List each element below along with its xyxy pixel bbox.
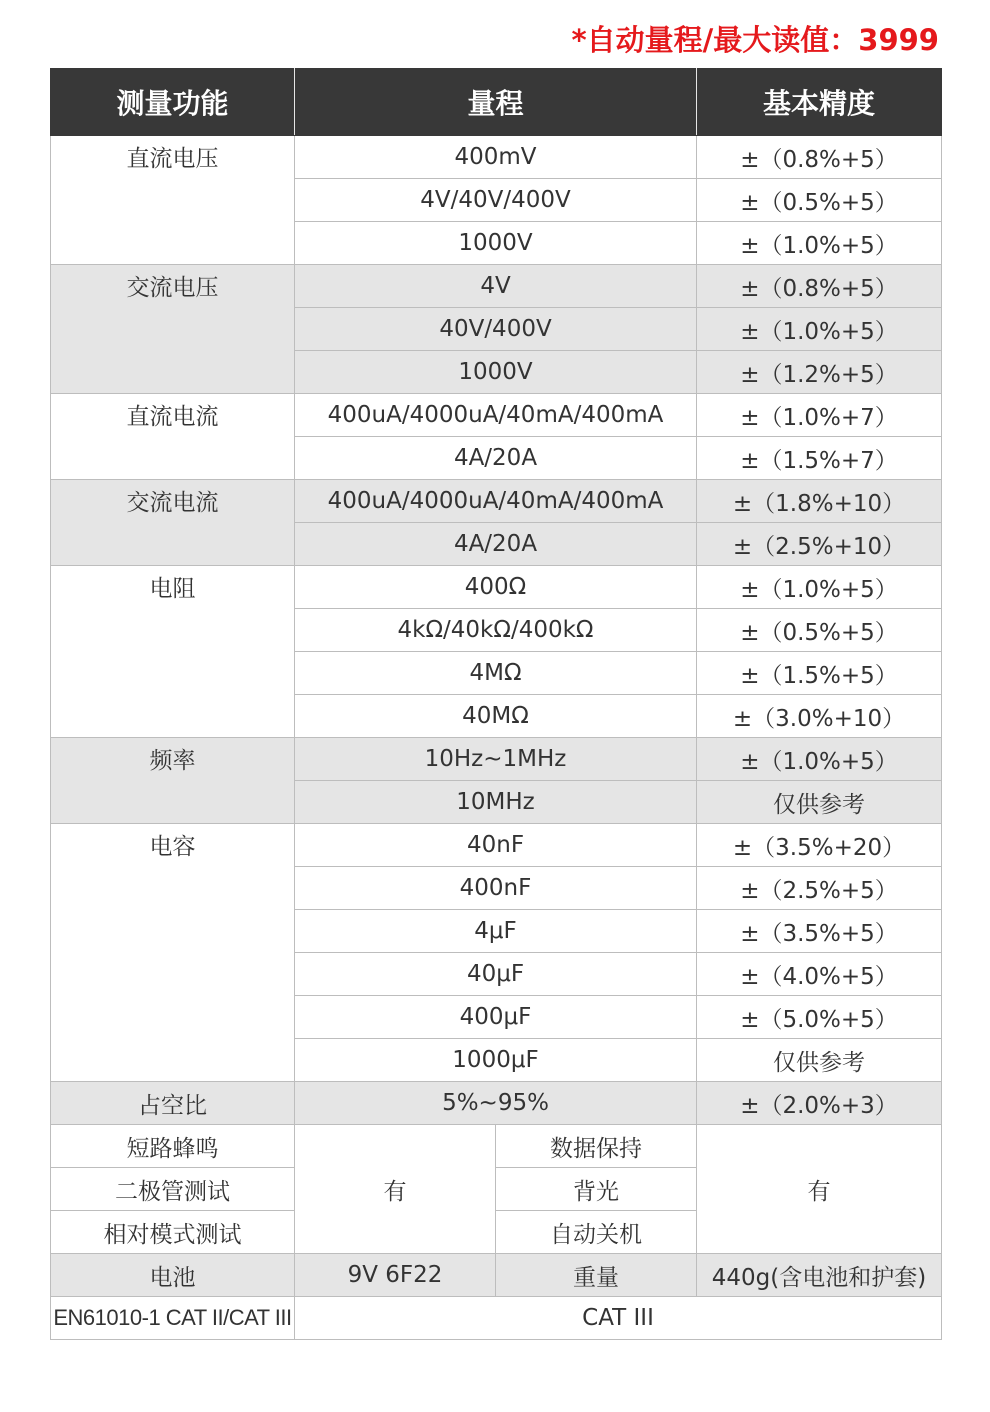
range-cell: 4A/20A [295, 523, 697, 566]
range-cell: 400μF [295, 996, 697, 1039]
accuracy-cell: ±（3.5%+5） [697, 910, 942, 953]
accuracy-cell: ±（5.0%+5） [697, 996, 942, 1039]
table-row [51, 566, 942, 609]
range-cell: 4V/40V/400V [295, 179, 697, 222]
table-row [51, 394, 942, 437]
table-row [51, 265, 942, 308]
range-cell: 10MHz [295, 781, 697, 824]
accuracy-cell: ±（1.5%+7） [697, 437, 942, 480]
accuracy-cell: ±（1.8%+10） [697, 480, 942, 523]
accuracy-cell: ±（3.0%+10） [697, 695, 942, 738]
accuracy-cell: 仅供参考 [697, 781, 942, 824]
accuracy-cell: ±（2.5%+10） [697, 523, 942, 566]
feature-data-hold: 数据保持 [496, 1125, 697, 1168]
header-accuracy: 基本精度 [697, 69, 942, 136]
range-cell: 40μF [295, 953, 697, 996]
range-note: *自动量程/最大读值：3999 [571, 23, 939, 57]
range-cell: 40MΩ [295, 695, 697, 738]
accuracy-cell: ±（0.8%+5） [697, 265, 942, 308]
function-cell: 直流电压 [51, 136, 295, 265]
table-header [51, 69, 942, 136]
accuracy-cell: ±（1.0%+5） [697, 222, 942, 265]
range-cell: 400uA/4000uA/40mA/400mA [295, 480, 697, 523]
range-cell: 1000V [295, 351, 697, 394]
table-row [51, 738, 942, 781]
weight-value: 440g(含电池和护套) [697, 1254, 942, 1297]
range-cell: 4V [295, 265, 697, 308]
range-cell: 1000V [295, 222, 697, 265]
range-cell: 4kΩ/40kΩ/400kΩ [295, 609, 697, 652]
range-cell: 400uA/4000uA/40mA/400mA [295, 394, 697, 437]
table-row [51, 480, 942, 523]
accuracy-cell: ±（1.0%+5） [697, 566, 942, 609]
accuracy-cell: ±（1.5%+5） [697, 652, 942, 695]
feature-relative-mode: 相对模式测试 [51, 1211, 295, 1254]
range-cell: 40V/400V [295, 308, 697, 351]
battery-value: 9V 6F22 [295, 1254, 496, 1297]
function-cell: 占空比 [51, 1082, 295, 1125]
battery-label: 电池 [51, 1254, 295, 1297]
range-cell: 4A/20A [295, 437, 697, 480]
function-cell: 交流电压 [51, 265, 295, 394]
standard-label: EN61010-1 CAT II/CAT III [51, 1297, 295, 1340]
accuracy-cell: ±（0.5%+5） [697, 609, 942, 652]
accuracy-cell: ±（1.0%+7） [697, 394, 942, 437]
header-range: 量程 [295, 69, 697, 136]
header-function: 测量功能 [51, 69, 295, 136]
accuracy-cell: ±（0.5%+5） [697, 179, 942, 222]
function-cell: 电阻 [51, 566, 295, 738]
feature-backlight: 背光 [496, 1168, 697, 1211]
table-row [51, 1082, 942, 1125]
range-cell: 400mV [295, 136, 697, 179]
spec-table [50, 68, 942, 1340]
feature-left-value: 有 [295, 1125, 496, 1254]
range-cell: 40nF [295, 824, 697, 867]
range-cell: 400Ω [295, 566, 697, 609]
accuracy-cell: ±（4.0%+5） [697, 953, 942, 996]
function-cell: 交流电流 [51, 480, 295, 566]
range-cell: 4μF [295, 910, 697, 953]
accuracy-cell: ±（1.2%+5） [697, 351, 942, 394]
function-cell: 直流电流 [51, 394, 295, 480]
accuracy-cell: ±（1.0%+5） [697, 738, 942, 781]
accuracy-cell: ±（2.5%+5） [697, 867, 942, 910]
feature-diode-test: 二极管测试 [51, 1168, 295, 1211]
range-cell: 400nF [295, 867, 697, 910]
accuracy-cell: ±（3.5%+20） [697, 824, 942, 867]
standard-value: CAT III [295, 1297, 942, 1340]
feature-right-value: 有 [697, 1125, 942, 1254]
accuracy-cell: 仅供参考 [697, 1039, 942, 1082]
battery-row [51, 1254, 942, 1297]
standard-row [51, 1297, 942, 1340]
range-cell: 5%~95% [295, 1082, 697, 1125]
feature-row [51, 1125, 942, 1168]
range-cell: 4MΩ [295, 652, 697, 695]
range-cell: 10Hz~1MHz [295, 738, 697, 781]
accuracy-cell: ±（2.0%+3） [697, 1082, 942, 1125]
function-cell: 电容 [51, 824, 295, 1082]
weight-label: 重量 [496, 1254, 697, 1297]
feature-short-beep: 短路蜂鸣 [51, 1125, 295, 1168]
feature-auto-off: 自动关机 [496, 1211, 697, 1254]
function-cell: 频率 [51, 738, 295, 824]
accuracy-cell: ±（0.8%+5） [697, 136, 942, 179]
range-cell: 1000μF [295, 1039, 697, 1082]
table-row [51, 824, 942, 867]
accuracy-cell: ±（1.0%+5） [697, 308, 942, 351]
table-row [51, 136, 942, 179]
